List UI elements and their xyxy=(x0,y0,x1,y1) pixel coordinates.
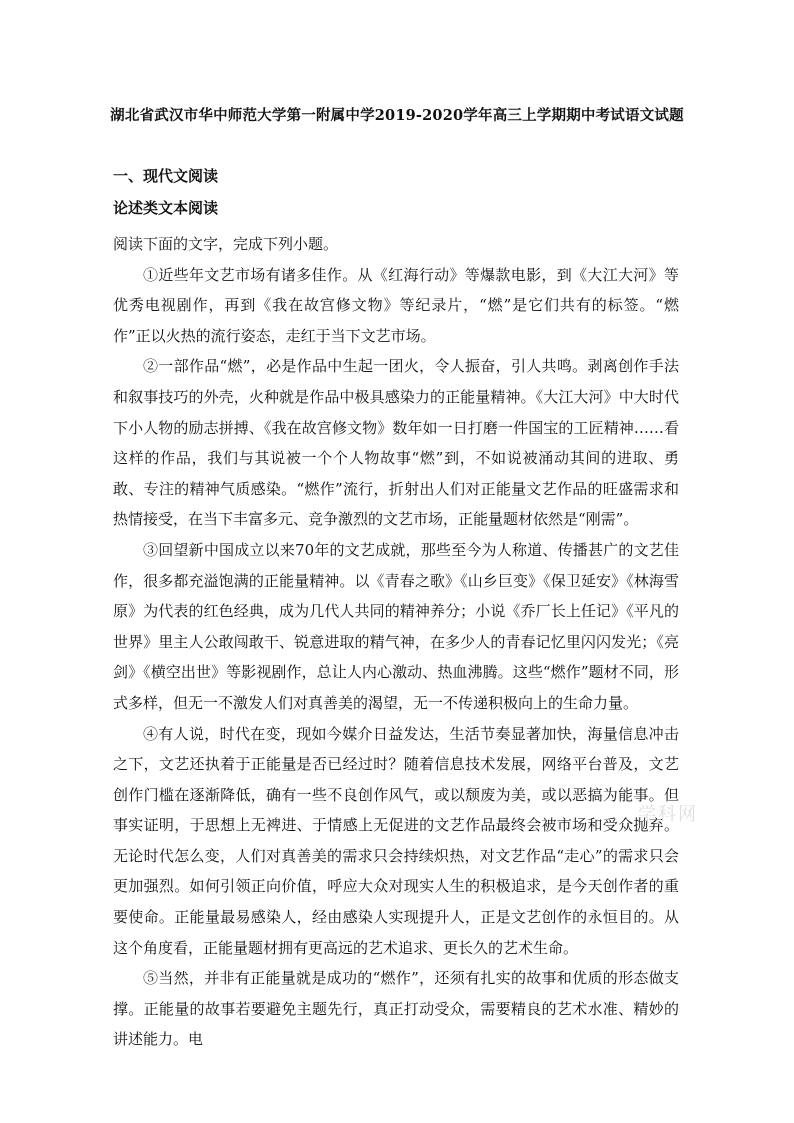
paragraph-2: ②一部作品“燃”，必是作品中生起一团火，令人振奋，引人共鸣。剥离创作手法和叙事技巧的外壳，火种就是作品中极具感染力的正能量精神。《大江大河》中大时代下小人物的励志拼搏、《我在故宫修文物》数年如一日打磨一件国宝的工匠精神……看这样的作品，我们与其说被一个个人物故事“燃”到，不如说被涌动其间的进取、勇敢、专注的精神气质感染。“燃作”流行，折射出人们对正能量文艺作品的旺盛需求和热情接受，在当下丰富多元、竞争激烈的文艺市场，正能量题材依然是“刚需”。 xyxy=(113,357,679,529)
subsection-heading: 论述类文本阅读 xyxy=(113,199,219,217)
watermark: 学科网 xyxy=(638,804,698,825)
document-title: 湖北省武汉市华中师范大学第一附属中学2019-2020学年高三上学期期中考试语文试题 xyxy=(110,107,684,124)
paragraph-3: ③回望新中国成立以来70年的文艺成就，那些至今为人称道、传播甚广的文艺佳作，很多都充溢饱满的正能量精神。以《青春之歌》《山乡巨变》《保卫延安》《林海雪原》为代表的红色经典，成为几代人共同的精神养分；小说《乔厂长上任记》《平凡的世界》里主人公敢闯敢干、锐意进取的精气神，在多少人的青春记忆里闪闪发光；《亮剑》《横空出世》等影视剧作，总让人内心激动、热血沸腾。这些“燃作”题材不同，形式多样，但无一不激发人们对真善美的渴望，无一不传递积极向上的生命力量。 xyxy=(113,540,679,712)
paragraph-1: ①近些年文艺市场有诸多佳作。从《红海行动》等爆款电影，到《大江大河》等优秀电视剧作，再到《我在故宫修文物》等纪录片，“燃”是它们共有的标签。“燃作”正以火热的流行姿态，走红于当下文艺市场。 xyxy=(113,265,679,345)
instruction-text: 阅读下面的文字，完成下列小题。 xyxy=(113,235,339,253)
document-body xyxy=(113,229,679,1055)
section-heading: 一、现代文阅读 xyxy=(113,167,219,185)
paragraph-5: ⑤当然，并非有正能量就是成功的“燃作”，还须有扎实的故事和优质的形态做支撑。正能量的故事若要避免主题先行，真正打动受众，需要精良的艺术水准、精妙的讲述能力。电 xyxy=(113,969,679,1049)
paragraph-4: ④有人说，时代在变，现如今媒介日益发达，生活节奏显著加快，海量信息冲击之下，文艺还执着于正能量是否已经过时？随着信息技术发展，网络平台普及，文艺创作门槛在逐渐降低，确有一些不良创作风气，或以颓废为美，或以恶搞为能事。但事实证明，于思想上无裨进、于情感上无促进的文艺作品最终会被市场和受众抛弃。无论时代怎么变，人们对真善美的需求只会持续炽热，对文艺作品“走心”的需求只会更加强烈。如何引领正向价值，呼应大众对现实人生的积极追求，是今天创作者的重要使命。正能量最易感染人，经由感染人实现提升人，正是文艺创作的永恒目的。从这个角度看，正能量题材拥有更高远的艺术追求、更长久的艺术生命。 xyxy=(113,724,679,957)
